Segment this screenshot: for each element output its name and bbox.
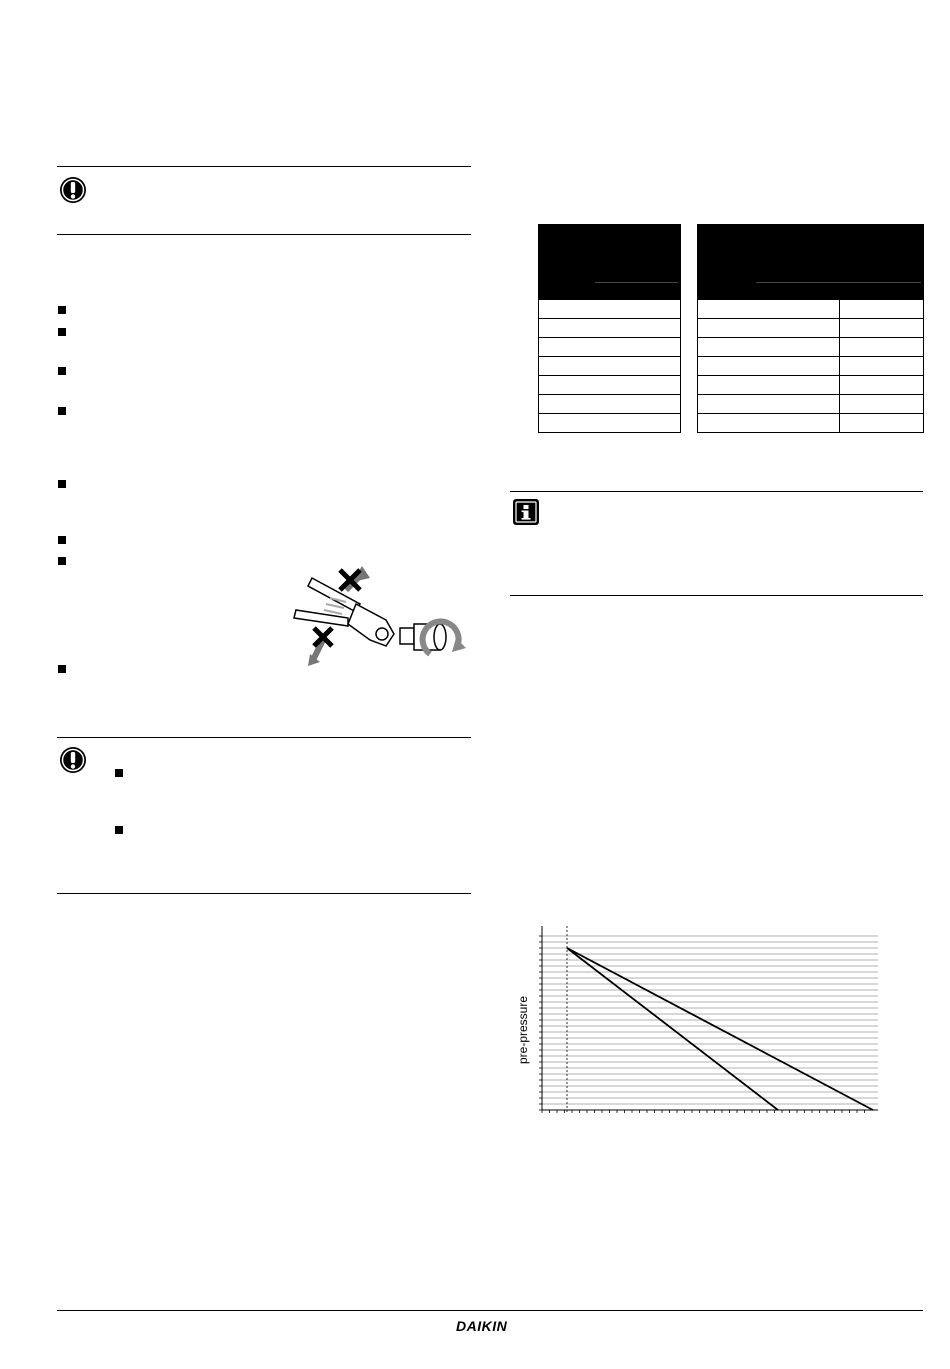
warning-box-bottom-rule — [57, 893, 471, 894]
warning-icon — [58, 175, 88, 210]
spec-table-left — [538, 224, 681, 433]
list-bullet — [58, 407, 66, 415]
list-bullet — [58, 306, 66, 314]
warning-box-bottom-rule — [57, 234, 471, 235]
list-bullet — [58, 480, 66, 488]
list-bullet — [115, 826, 123, 834]
warning-icon — [58, 745, 88, 780]
daikin-logo: DAIKIN — [456, 1318, 508, 1334]
wrench-tightening-illustration — [290, 558, 472, 681]
list-bullet — [58, 557, 66, 565]
list-bullet — [58, 665, 66, 673]
spec-table-right — [697, 224, 924, 433]
info-box-top-rule — [510, 491, 923, 492]
warning-box-top-rule — [57, 737, 471, 738]
list-bullet — [58, 328, 66, 336]
info-box-bottom-rule — [510, 595, 923, 596]
footer-rule — [57, 1310, 923, 1311]
chart-y-axis-label: pre-pressure — [516, 995, 530, 1065]
warning-box-top-rule — [57, 166, 471, 167]
list-bullet — [58, 367, 66, 375]
list-bullet — [115, 769, 123, 777]
pre-pressure-chart — [530, 918, 890, 1123]
list-bullet — [58, 536, 66, 544]
info-icon — [512, 498, 540, 531]
